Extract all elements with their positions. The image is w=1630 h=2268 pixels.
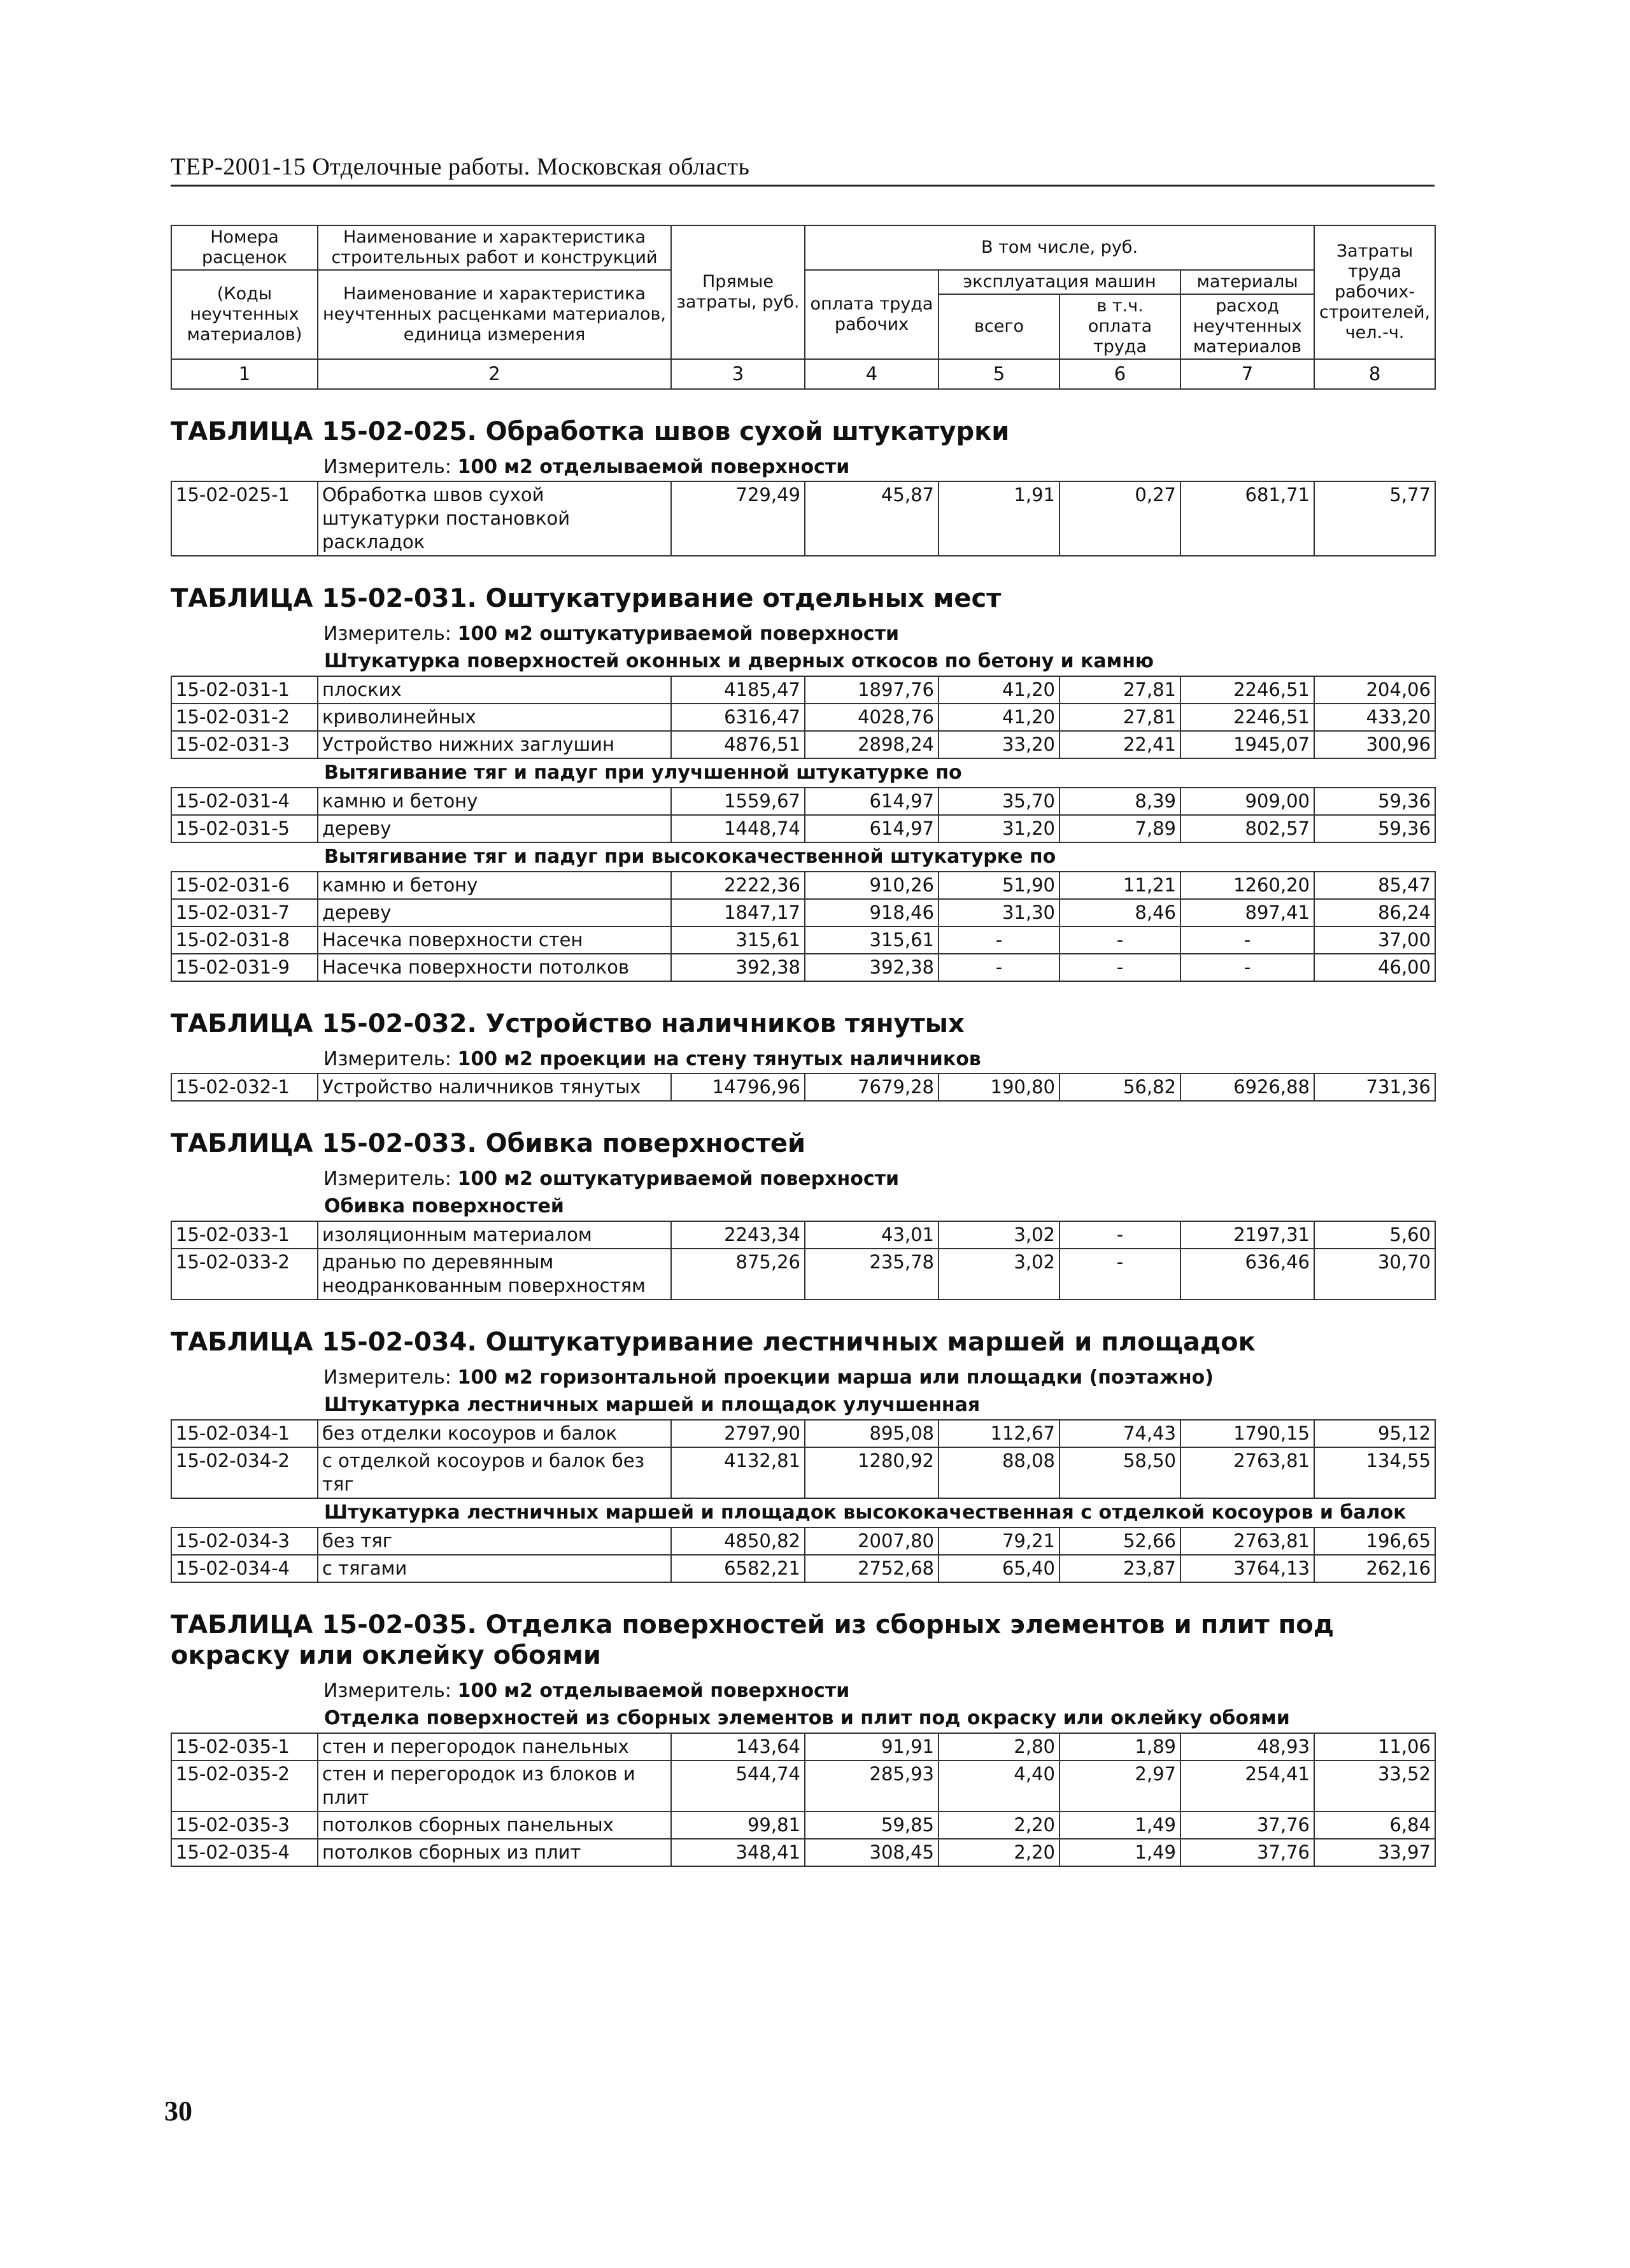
value-cell: 143,64 (671, 1733, 805, 1761)
value-cell: 37,76 (1180, 1839, 1314, 1866)
group-subtitle-row (171, 648, 1435, 676)
rate-code: 15-02-031-1 (171, 676, 318, 704)
measure-label: Измеритель: (323, 1168, 451, 1190)
group-subtitle: Вытягивание тяг и падуг при улучшенной штукатурке по (171, 758, 1435, 788)
value-cell: 33,52 (1314, 1761, 1435, 1811)
work-name: камню и бетону (318, 788, 671, 815)
rate-code: 15-02-031-7 (171, 899, 318, 926)
value-cell: 315,61 (805, 926, 939, 954)
value-cell: 65,40 (939, 1555, 1060, 1582)
group-subtitle: Штукатурка лестничных маршей и площадок высококачественная с отделкой косоуров и балок (171, 1498, 1435, 1527)
value-cell: 43,01 (805, 1221, 939, 1249)
value-cell: 1559,67 (671, 788, 805, 815)
value-cell: 6582,21 (671, 1555, 805, 1582)
group-subtitle-row (171, 1193, 1435, 1221)
col-machines-total: всего (939, 294, 1060, 359)
rate-code: 15-02-031-9 (171, 954, 318, 981)
value-cell: - (1180, 926, 1314, 954)
value-cell: 4,40 (939, 1761, 1060, 1811)
value-cell: 348,41 (671, 1839, 805, 1866)
section-title: ТАБЛИЦА 15-02-034. Оштукатуривание лестничных маршей и площадок (171, 1328, 1256, 1357)
value-cell: 5,60 (1314, 1221, 1435, 1249)
value-cell: 1847,17 (671, 899, 805, 926)
value-cell: 46,00 (1314, 954, 1435, 981)
value-cell: 3,02 (939, 1221, 1060, 1249)
value-cell: 56,82 (1060, 1074, 1180, 1101)
value-cell: 614,97 (805, 788, 939, 815)
value-cell: 58,50 (1060, 1447, 1180, 1498)
value-cell: 33,20 (939, 731, 1060, 758)
value-cell: 190,80 (939, 1074, 1060, 1101)
rates-table (171, 1193, 1436, 1300)
value-cell: 31,30 (939, 899, 1060, 926)
value-cell: 4132,81 (671, 1447, 805, 1498)
value-cell: 59,85 (805, 1811, 939, 1839)
group-subtitle-row (171, 758, 1435, 788)
value-cell: 3764,13 (1180, 1555, 1314, 1582)
section-title: ТАБЛИЦА 15-02-025. Обработка швов сухой штукатурки (171, 417, 1010, 446)
value-cell: 731,36 (1314, 1074, 1435, 1101)
work-name: Устройство наличников тянутых (318, 1074, 671, 1101)
value-cell: 6,84 (1314, 1811, 1435, 1839)
value-cell: 4185,47 (671, 676, 805, 704)
work-name: Обработка швов сухой штукатурки постановкой раскладок (318, 481, 671, 556)
value-cell: 196,65 (1314, 1527, 1435, 1555)
table-row (171, 1555, 1435, 1582)
section-title: ТАБЛИЦА 15-02-033. Обивка поверхностей (171, 1129, 806, 1158)
value-cell: 14796,96 (671, 1074, 805, 1101)
value-cell: 35,70 (939, 788, 1060, 815)
work-name: стен и перегородок панельных (318, 1733, 671, 1761)
value-cell: 48,93 (1180, 1733, 1314, 1761)
value-cell: 1,49 (1060, 1811, 1180, 1839)
value-cell: 1280,92 (805, 1447, 939, 1498)
value-cell: 300,96 (1314, 731, 1435, 758)
col-name-top: Наименование и характеристика строительных работ и конструкций (318, 225, 671, 270)
value-cell: 41,20 (939, 704, 1060, 731)
section-measure (323, 1048, 1435, 1070)
table-row (171, 1447, 1435, 1498)
page-number: 30 (164, 2095, 192, 2127)
value-cell: 433,20 (1314, 704, 1435, 731)
value-cell: 681,71 (1180, 481, 1314, 556)
value-cell: 2243,34 (671, 1221, 805, 1249)
col-num: 8 (1314, 359, 1435, 389)
value-cell: 910,26 (805, 872, 939, 899)
value-cell: 37,76 (1180, 1811, 1314, 1839)
rate-code: 15-02-034-2 (171, 1447, 318, 1498)
rates-table (171, 648, 1436, 982)
value-cell: 392,38 (805, 954, 939, 981)
value-cell: 95,12 (1314, 1420, 1435, 1447)
section-measure (323, 1366, 1435, 1389)
measure-value: 100 м2 оштукатуриваемой поверхности (457, 1168, 900, 1190)
rate-code: 15-02-034-3 (171, 1527, 318, 1555)
table-row (171, 1839, 1435, 1866)
rate-code: 15-02-025-1 (171, 481, 318, 556)
table-row (171, 815, 1435, 842)
group-subtitle-row (171, 1498, 1435, 1527)
value-cell: 52,66 (1060, 1527, 1180, 1555)
value-cell: 254,41 (1180, 1761, 1314, 1811)
col-code-top: Номера расценок (171, 225, 318, 270)
work-name: Насечка поверхности стен (318, 926, 671, 954)
value-cell: 112,67 (939, 1420, 1060, 1447)
rate-code: 15-02-035-2 (171, 1761, 318, 1811)
rate-code: 15-02-031-8 (171, 926, 318, 954)
table-row (171, 704, 1435, 731)
value-cell: 27,81 (1060, 704, 1180, 731)
value-cell: 11,06 (1314, 1733, 1435, 1761)
table-row (171, 1420, 1435, 1447)
work-name: дранью по деревянным неодранкованным поверхностям (318, 1249, 671, 1300)
value-cell: 79,21 (939, 1527, 1060, 1555)
value-cell: 2007,80 (805, 1527, 939, 1555)
value-cell: 3,02 (939, 1249, 1060, 1300)
measure-value: 100 м2 оштукатуриваемой поверхности (457, 623, 900, 645)
rate-code: 15-02-035-4 (171, 1839, 318, 1866)
value-cell: 1897,76 (805, 676, 939, 704)
column-header-table (171, 225, 1436, 390)
col-materials: материалы (1180, 270, 1314, 294)
value-cell: - (1060, 954, 1180, 981)
col-name-bottom: Наименование и характеристика неучтенных расценками материалов, единица измерения (318, 270, 671, 359)
value-cell: 59,36 (1314, 788, 1435, 815)
value-cell: 1,91 (939, 481, 1060, 556)
value-cell: 2752,68 (805, 1555, 939, 1582)
value-cell: 2763,81 (1180, 1447, 1314, 1498)
value-cell: 4876,51 (671, 731, 805, 758)
value-cell: 88,08 (939, 1447, 1060, 1498)
table-row (171, 899, 1435, 926)
rate-code: 15-02-035-3 (171, 1811, 318, 1839)
page-header: ТЕР-2001-15 Отделочные работы. Московская область (171, 153, 1435, 187)
rates-table (171, 1391, 1436, 1583)
rate-code: 15-02-031-2 (171, 704, 318, 731)
document-page (171, 153, 1435, 1867)
table-row (171, 731, 1435, 758)
value-cell: 7,89 (1060, 815, 1180, 842)
work-name: криволинейных (318, 704, 671, 731)
work-name: дереву (318, 815, 671, 842)
col-direct-costs: Прямые затраты, руб. (671, 225, 805, 359)
work-name: с отделкой косоуров и балок без тяг (318, 1447, 671, 1498)
col-machines: эксплуатация машин (939, 270, 1180, 294)
value-cell: 2,20 (939, 1839, 1060, 1866)
measure-value: 100 м2 отделываемой поверхности (457, 1680, 850, 1702)
value-cell: 544,74 (671, 1761, 805, 1811)
value-cell: - (939, 926, 1060, 954)
value-cell: 99,81 (671, 1811, 805, 1839)
group-subtitle-row (171, 1391, 1435, 1420)
value-cell: 1945,07 (1180, 731, 1314, 758)
value-cell: 22,41 (1060, 731, 1180, 758)
value-cell: 2,97 (1060, 1761, 1180, 1811)
work-name: камню и бетону (318, 872, 671, 899)
value-cell: - (1060, 926, 1180, 954)
value-cell: 85,47 (1314, 872, 1435, 899)
value-cell: 204,06 (1314, 676, 1435, 704)
col-group-incl: В том числе, руб. (805, 225, 1314, 270)
section-measure (323, 456, 1435, 478)
value-cell: 4028,76 (805, 704, 939, 731)
value-cell: 134,55 (1314, 1447, 1435, 1498)
rate-code: 15-02-033-1 (171, 1221, 318, 1249)
value-cell: 1,49 (1060, 1839, 1180, 1866)
value-cell: 392,38 (671, 954, 805, 981)
rate-code: 15-02-032-1 (171, 1074, 318, 1101)
value-cell: 0,27 (1060, 481, 1180, 556)
work-name: с тягами (318, 1555, 671, 1582)
value-cell: 7679,28 (805, 1074, 939, 1101)
rate-code: 15-02-034-4 (171, 1555, 318, 1582)
value-cell: 30,70 (1314, 1249, 1435, 1300)
col-num: 6 (1060, 359, 1180, 389)
value-cell: - (1180, 954, 1314, 981)
rates-table (171, 1705, 1436, 1867)
section-title: ТАБЛИЦА 15-02-031. Оштукатуривание отдельных мест (171, 584, 1002, 613)
value-cell: 2222,36 (671, 872, 805, 899)
value-cell: 6926,88 (1180, 1074, 1314, 1101)
value-cell: 33,97 (1314, 1839, 1435, 1866)
col-num: 5 (939, 359, 1060, 389)
work-name: потолков сборных панельных (318, 1811, 671, 1839)
work-name: Насечка поверхности потолков (318, 954, 671, 981)
work-name: плоских (318, 676, 671, 704)
value-cell: 315,61 (671, 926, 805, 954)
value-cell: 897,41 (1180, 899, 1314, 926)
value-cell: 27,81 (1060, 676, 1180, 704)
table-row (171, 1527, 1435, 1555)
col-num: 1 (171, 359, 318, 389)
table-row (171, 1249, 1435, 1300)
value-cell: 41,20 (939, 676, 1060, 704)
col-wages: оплата труда рабочих (805, 270, 939, 359)
value-cell: - (1060, 1221, 1180, 1249)
rate-code: 15-02-033-2 (171, 1249, 318, 1300)
col-machines-wages: в т.ч. оплата труда (1060, 294, 1180, 359)
value-cell: 31,20 (939, 815, 1060, 842)
table-row (171, 1221, 1435, 1249)
value-cell: 2898,24 (805, 731, 939, 758)
value-cell: 5,77 (1314, 481, 1435, 556)
col-num: 3 (671, 359, 805, 389)
work-name: без тяг (318, 1527, 671, 1555)
value-cell: 235,78 (805, 1249, 939, 1300)
group-subtitle: Вытягивание тяг и падуг при высококачественной штукатурке по (171, 842, 1435, 872)
value-cell: - (939, 954, 1060, 981)
measure-value: 100 м2 отделываемой поверхности (457, 456, 850, 478)
col-num: 2 (318, 359, 671, 389)
value-cell: 729,49 (671, 481, 805, 556)
rate-code: 15-02-031-3 (171, 731, 318, 758)
value-cell: 2246,51 (1180, 704, 1314, 731)
col-num: 4 (805, 359, 939, 389)
section-measure (323, 1680, 1435, 1702)
section-measure (323, 623, 1435, 645)
table-row (171, 676, 1435, 704)
rate-code: 15-02-035-1 (171, 1733, 318, 1761)
group-subtitle-row (171, 842, 1435, 872)
value-cell: 6316,47 (671, 704, 805, 731)
value-cell: 2,20 (939, 1811, 1060, 1839)
value-cell: 59,36 (1314, 815, 1435, 842)
rate-code: 15-02-031-5 (171, 815, 318, 842)
value-cell: 91,91 (805, 1733, 939, 1761)
value-cell: 636,46 (1180, 1249, 1314, 1300)
measure-value: 100 м2 проекции на стену тянутых наличников (457, 1048, 981, 1070)
value-cell: 802,57 (1180, 815, 1314, 842)
value-cell: 11,21 (1060, 872, 1180, 899)
measure-label: Измеритель: (323, 1366, 451, 1389)
value-cell: 2,80 (939, 1733, 1060, 1761)
work-name: Устройство нижних заглушин (318, 731, 671, 758)
measure-value: 100 м2 горизонтальной проекции марша или площадки (поэтажно) (457, 1366, 1214, 1389)
value-cell: 1,89 (1060, 1733, 1180, 1761)
group-subtitle-row (171, 1705, 1435, 1733)
col-code-bottom: (Коды неучтенных материалов) (171, 270, 318, 359)
measure-label: Измеритель: (323, 623, 451, 645)
value-cell: 308,45 (805, 1839, 939, 1866)
section-measure (323, 1168, 1435, 1190)
col-materials-unaccounted: расход неучтенных материалов (1180, 294, 1314, 359)
rate-code: 15-02-034-1 (171, 1420, 318, 1447)
column-numbers-row (171, 359, 1435, 389)
table-row (171, 788, 1435, 815)
sections-container (171, 416, 1435, 1867)
value-cell: 285,93 (805, 1761, 939, 1811)
value-cell: 2246,51 (1180, 676, 1314, 704)
work-name: изоляционным материалом (318, 1221, 671, 1249)
table-row (171, 954, 1435, 981)
value-cell: 2797,90 (671, 1420, 805, 1447)
value-cell: 918,46 (805, 899, 939, 926)
value-cell: 2197,31 (1180, 1221, 1314, 1249)
rate-code: 15-02-031-6 (171, 872, 318, 899)
value-cell: 1448,74 (671, 815, 805, 842)
value-cell: 909,00 (1180, 788, 1314, 815)
value-cell: 51,90 (939, 872, 1060, 899)
table-row (171, 872, 1435, 899)
rate-code: 15-02-031-4 (171, 788, 318, 815)
work-name: стен и перегородок из блоков и плит (318, 1761, 671, 1811)
value-cell: 2763,81 (1180, 1527, 1314, 1555)
value-cell: 37,00 (1314, 926, 1435, 954)
table-row (171, 1761, 1435, 1811)
value-cell: 4850,82 (671, 1527, 805, 1555)
value-cell: 86,24 (1314, 899, 1435, 926)
group-subtitle: Обивка поверхностей (171, 1193, 1435, 1221)
value-cell: 74,43 (1060, 1420, 1180, 1447)
value-cell: - (1060, 1249, 1180, 1300)
table-row (171, 1733, 1435, 1761)
group-subtitle: Штукатурка поверхностей оконных и дверных откосов по бетону и камню (171, 648, 1435, 676)
group-subtitle: Отделка поверхностей из сборных элементов и плит под окраску или оклейку обоями (171, 1705, 1435, 1733)
work-name: потолков сборных из плит (318, 1839, 671, 1866)
value-cell: 1260,20 (1180, 872, 1314, 899)
rates-table (171, 1073, 1436, 1102)
value-cell: 23,87 (1060, 1555, 1180, 1582)
value-cell: 895,08 (805, 1420, 939, 1447)
table-row (171, 1074, 1435, 1101)
value-cell: 8,46 (1060, 899, 1180, 926)
section-title: ТАБЛИЦА 15-02-032. Устройство наличников тянутых (171, 1009, 965, 1038)
value-cell: 45,87 (805, 481, 939, 556)
value-cell: 262,16 (1314, 1555, 1435, 1582)
measure-label: Измеритель: (323, 1680, 451, 1702)
value-cell: 1790,15 (1180, 1420, 1314, 1447)
work-name: без отделки косоуров и балок (318, 1420, 671, 1447)
measure-label: Измеритель: (323, 456, 451, 478)
rates-table (171, 481, 1436, 556)
col-num: 7 (1180, 359, 1314, 389)
section-title: ТАБЛИЦА 15-02-035. Отделка поверхностей из сборных элементов и плит под окраску или оклейку обоями (171, 1610, 1335, 1670)
col-labor: Затраты труда рабочих-строителей, чел.-ч. (1314, 225, 1435, 359)
value-cell: 8,39 (1060, 788, 1180, 815)
value-cell: 614,97 (805, 815, 939, 842)
group-subtitle: Штукатурка лестничных маршей и площадок улучшенная (171, 1391, 1435, 1420)
table-row (171, 1811, 1435, 1839)
measure-label: Измеритель: (323, 1048, 451, 1070)
work-name: дереву (318, 899, 671, 926)
table-row (171, 481, 1435, 556)
table-row (171, 926, 1435, 954)
value-cell: 875,26 (671, 1249, 805, 1300)
